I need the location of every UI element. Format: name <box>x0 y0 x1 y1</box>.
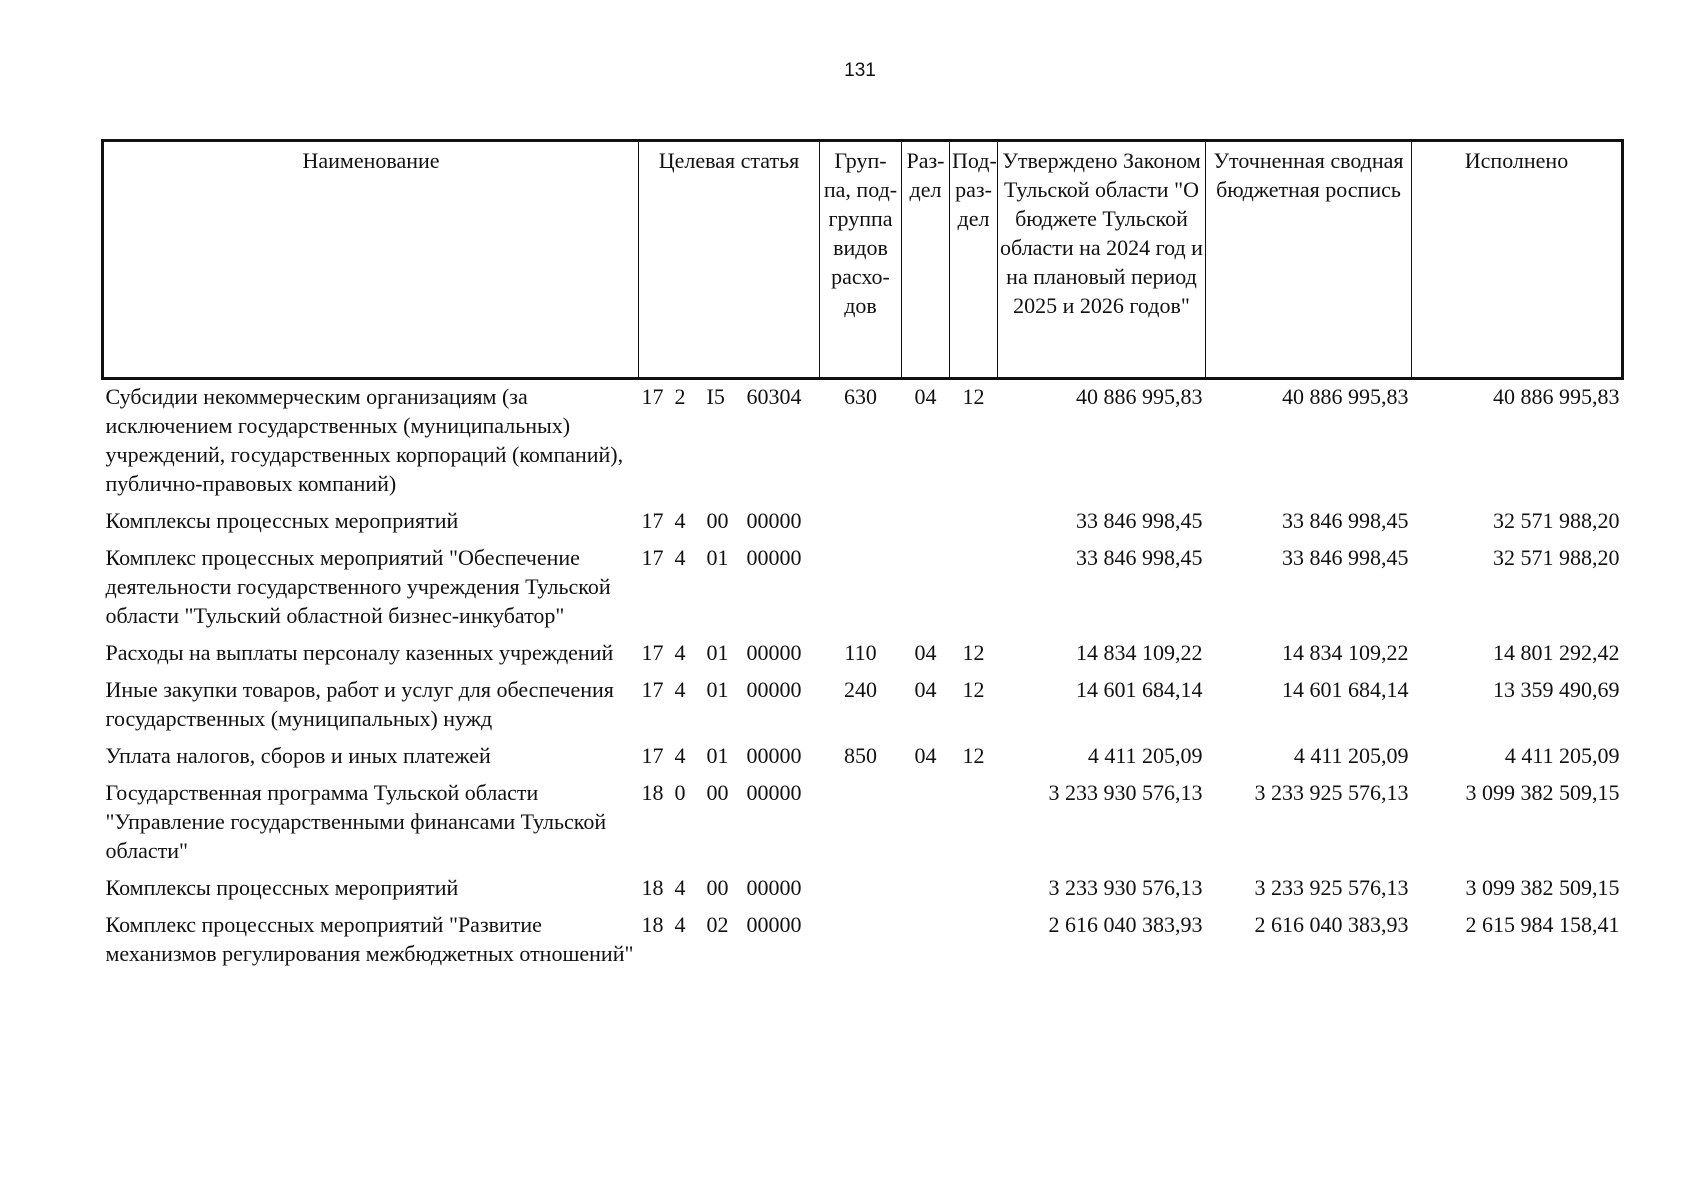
row-approved: 3 233 930 576,13 <box>1048 780 1203 805</box>
budget-table <box>101 139 1624 974</box>
row-target-code <box>639 504 820 541</box>
code-type: 0 <box>674 780 686 805</box>
code-program: 18 <box>641 912 664 937</box>
code-direction: 00000 <box>746 875 802 900</box>
code-complex: I5 <box>706 384 725 409</box>
row-refined: 3 233 925 576,13 <box>1254 780 1409 805</box>
row-approved: 33 846 998,45 <box>1076 545 1203 570</box>
row-approved: 33 846 998,45 <box>1076 508 1203 533</box>
code-type: 2 <box>674 384 686 409</box>
row-refined: 4 411 205,09 <box>1293 743 1409 768</box>
code-complex: 00 <box>706 508 729 533</box>
row-refined: 3 233 925 576,13 <box>1254 875 1409 900</box>
row-executed: 32 571 988,20 <box>1493 545 1620 570</box>
row-name: Субсидии некоммерческим организациям (за исключением государственных (муниципальных) учреждений, государственных корпораций (компаний), публично-правовых компаний) <box>105 384 624 496</box>
row-executed: 3 099 382 509,15 <box>1465 875 1620 900</box>
row-executed: 13 359 490,69 <box>1493 677 1620 702</box>
code-program: 17 <box>641 677 664 702</box>
row-approved: 3 233 930 576,13 <box>1048 875 1203 900</box>
row-subsection <box>950 776 998 871</box>
code-complex: 02 <box>706 912 729 937</box>
code-program: 17 <box>641 384 664 409</box>
page-number: 131 <box>844 60 876 81</box>
header-refined: Уточненная сводная бюджетная роспись <box>1206 141 1412 379</box>
code-direction: 00000 <box>746 508 802 533</box>
code-program: 17 <box>641 743 664 768</box>
code-direction: 00000 <box>746 545 802 570</box>
row-group: 110 <box>844 640 877 665</box>
row-subsection: 12 <box>962 384 985 409</box>
row-refined: 14 601 684,14 <box>1282 677 1409 702</box>
row-executed: 3 099 382 509,15 <box>1465 780 1620 805</box>
row-name: Комплексы процессных мероприятий <box>105 508 459 533</box>
row-section: 04 <box>914 677 937 702</box>
table-row <box>103 908 1623 974</box>
code-complex: 01 <box>706 677 729 702</box>
table-row <box>103 673 1623 739</box>
row-section <box>902 504 950 541</box>
table-row <box>103 504 1623 541</box>
code-program: 17 <box>641 640 664 665</box>
code-type: 4 <box>674 545 686 570</box>
row-group <box>820 541 902 636</box>
code-type: 4 <box>674 677 686 702</box>
row-section <box>902 776 950 871</box>
row-target-code <box>639 739 820 776</box>
table-row <box>103 739 1623 776</box>
row-name: Комплекс процессных мероприятий "Развитие механизмов регулирования межбюджетных отношений" <box>105 912 634 966</box>
row-refined: 33 846 998,45 <box>1282 545 1409 570</box>
row-group: 240 <box>844 677 877 702</box>
row-group <box>820 908 902 974</box>
code-direction: 00000 <box>746 677 802 702</box>
row-executed: 4 411 205,09 <box>1504 743 1620 768</box>
row-group <box>820 871 902 908</box>
row-executed: 14 801 292,42 <box>1493 640 1620 665</box>
code-complex: 00 <box>706 875 729 900</box>
code-direction: 00000 <box>746 912 802 937</box>
row-subsection <box>950 541 998 636</box>
header-executed: Исполнено <box>1412 141 1623 379</box>
code-complex: 01 <box>706 640 729 665</box>
row-refined: 2 616 040 383,93 <box>1254 912 1409 937</box>
table-header <box>103 141 1623 379</box>
row-target-code <box>639 776 820 871</box>
row-refined: 33 846 998,45 <box>1282 508 1409 533</box>
row-name: Расходы на выплаты персоналу казенных учреждений <box>105 640 614 665</box>
code-type: 4 <box>674 508 686 533</box>
code-type: 4 <box>674 640 686 665</box>
header-subsection: Под-раз-дел <box>950 141 998 379</box>
table-row <box>103 871 1623 908</box>
row-group: 630 <box>844 384 877 409</box>
row-subsection <box>950 871 998 908</box>
row-executed: 40 886 995,83 <box>1493 384 1620 409</box>
header-approved: Утверждено Законом Тульской области "О бюджете Тульской области на 2024 год и на плановый период 2025 и 2026 годов" <box>998 141 1206 379</box>
row-name: Уплата налогов, сборов и иных платежей <box>105 743 491 768</box>
code-type: 4 <box>674 912 686 937</box>
table-body <box>103 379 1623 975</box>
code-type: 4 <box>674 743 686 768</box>
row-name: Комплекс процессных мероприятий "Обеспечение деятельности государственного учреждения Тульской области "Тульский областной бизнес-инкубатор" <box>105 545 611 628</box>
code-direction: 00000 <box>746 640 802 665</box>
row-subsection <box>950 504 998 541</box>
code-complex: 00 <box>706 780 729 805</box>
table-row <box>103 379 1623 505</box>
row-group <box>820 504 902 541</box>
code-direction: 00000 <box>746 780 802 805</box>
row-subsection: 12 <box>962 640 985 665</box>
row-target-code <box>639 673 820 739</box>
code-direction: 00000 <box>746 743 802 768</box>
row-approved: 40 886 995,83 <box>1076 384 1203 409</box>
header-section: Раз-дел <box>902 141 950 379</box>
row-executed: 32 571 988,20 <box>1493 508 1620 533</box>
code-complex: 01 <box>706 743 729 768</box>
row-approved: 4 411 205,09 <box>1087 743 1203 768</box>
row-target-code <box>639 908 820 974</box>
code-program: 18 <box>641 875 664 900</box>
row-name: Иные закупки товаров, работ и услуг для обеспечения государственных (муниципальных) нужд <box>105 677 614 731</box>
code-direction: 60304 <box>746 384 802 409</box>
row-refined: 40 886 995,83 <box>1282 384 1409 409</box>
row-approved: 2 616 040 383,93 <box>1048 912 1203 937</box>
row-subsection <box>950 908 998 974</box>
row-group <box>820 776 902 871</box>
row-approved: 14 834 109,22 <box>1076 640 1203 665</box>
table-row <box>103 636 1623 673</box>
row-target-code <box>639 636 820 673</box>
row-name: Комплексы процессных мероприятий <box>105 875 459 900</box>
row-section: 04 <box>914 743 937 768</box>
table-row <box>103 776 1623 871</box>
row-group: 850 <box>844 743 877 768</box>
row-section: 04 <box>914 384 937 409</box>
row-section: 04 <box>914 640 937 665</box>
code-program: 17 <box>641 508 664 533</box>
header-group: Груп-па, под-группа видов расхо-дов <box>820 141 902 379</box>
row-target-code <box>639 871 820 908</box>
code-program: 17 <box>641 545 664 570</box>
header-target: Целевая статья <box>639 141 820 379</box>
row-executed: 2 615 984 158,41 <box>1465 912 1620 937</box>
code-type: 4 <box>674 875 686 900</box>
header-name: Наименование <box>103 141 639 379</box>
row-section <box>902 541 950 636</box>
code-complex: 01 <box>706 545 729 570</box>
row-approved: 14 601 684,14 <box>1076 677 1203 702</box>
row-target-code <box>639 541 820 636</box>
row-section <box>902 908 950 974</box>
table-row <box>103 541 1623 636</box>
row-section <box>902 871 950 908</box>
row-target-code <box>639 379 820 505</box>
row-refined: 14 834 109,22 <box>1282 640 1409 665</box>
row-subsection: 12 <box>962 677 985 702</box>
code-program: 18 <box>641 780 664 805</box>
row-name: Государственная программа Тульской области "Управление государственными финансами Тульской области" <box>105 780 607 863</box>
row-subsection: 12 <box>962 743 985 768</box>
